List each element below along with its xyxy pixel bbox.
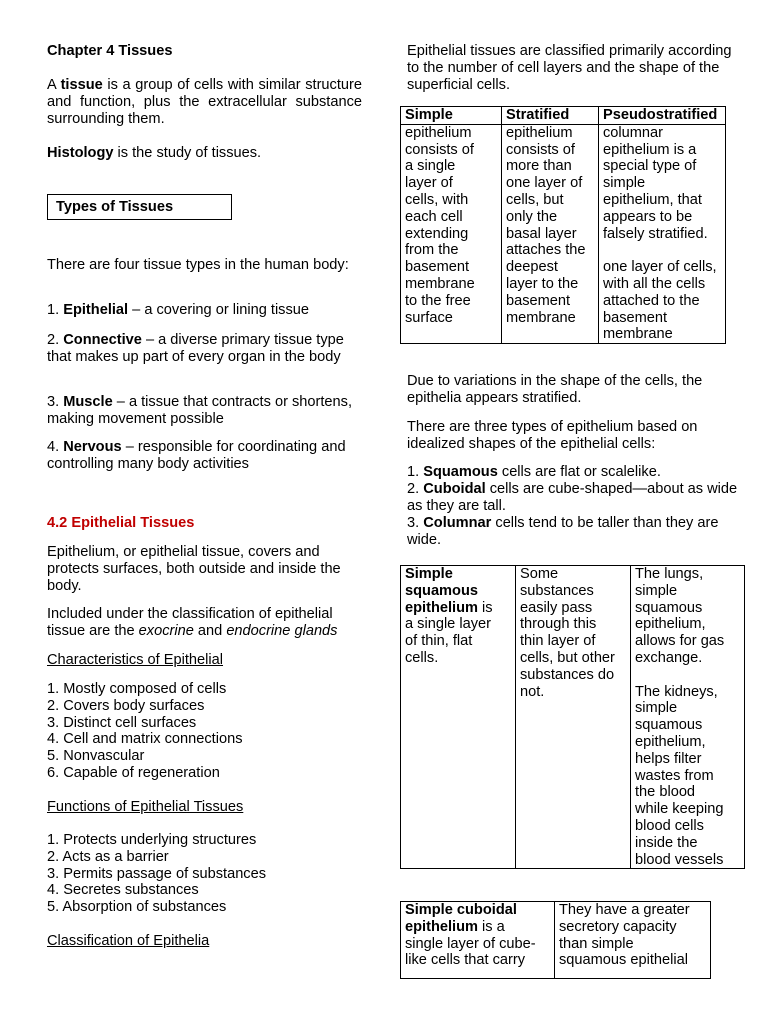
three-types-intro: There are three types of epithelium based on idealized shapes of the epithelial cells: <box>407 419 698 452</box>
list-item: 3. Distinct cell surfaces <box>47 714 197 731</box>
shape-columnar: 3. Columnar cells tend to be taller than they are wide. <box>407 515 719 548</box>
included-glands: Included under the classification of epithelial tissue are the exocrine and endocrine glands <box>47 606 338 639</box>
section-heading: 4.2 Epithelial Tissues <box>47 515 195 531</box>
types-of-tissues-box: Types of Tissues <box>47 194 232 220</box>
header-simple: Simple <box>401 107 502 125</box>
functions-list <box>47 832 362 916</box>
squamous-table <box>400 565 745 869</box>
squamous-cell-description: Simple squamous epithelium is a single layer of thin, flat cells. <box>401 566 516 869</box>
list-item: 3. Permits passage of substances <box>47 865 267 882</box>
tissue-definition: A tissue is a group of cells with similar structure and function, plus the extracellular substance surrounding them. <box>47 77 362 127</box>
cuboidal-cell-description: Simple cuboidal epithelium is a single layer of cube- like cells that carry <box>401 902 555 979</box>
variation-note: Due to variations in the shape of the cells, the epithelia appears stratified. <box>407 373 703 406</box>
table-row <box>401 124 726 343</box>
cell-stratified: epithelium consists of more than one layer of cells, but only the basal layer attaches the deepest layer to the basement membrane <box>502 124 599 343</box>
list-item: 1. Protects underlying structures <box>47 832 257 848</box>
tissue-type-2: 2. Connective – a diverse primary tissue type that makes up part of every organ in the body <box>47 332 344 365</box>
page-title: Chapter 4 Tissues <box>47 43 173 59</box>
characteristics-heading: Characteristics of Epithelial <box>47 652 224 668</box>
cuboidal-table <box>400 901 711 979</box>
header-stratified: Stratified <box>502 107 599 125</box>
list-item: 4. Secretes substances <box>47 882 199 899</box>
list-item: 4. Cell and matrix connections <box>47 731 243 748</box>
four-types-intro: There are four tissue types in the human body: <box>47 257 349 273</box>
layers-table <box>400 106 726 344</box>
characteristics-list <box>47 681 362 782</box>
histology-definition: Histology is the study of tissues. <box>47 145 262 161</box>
table-header-row <box>401 107 726 125</box>
tissue-type-1: 1. Epithelial – a covering or lining tissue <box>47 302 310 318</box>
header-pseudostratified: Pseudostratified <box>599 107 726 125</box>
cell-pseudostratified: columnar epithelium is a special type of simple epithelium, that appears to be falsely stratified. one layer of cells, with all the cells attached to the basement membrane <box>599 124 726 343</box>
tissue-type-4: 4. Nervous – responsible for coordinating and controlling many body activities <box>47 439 346 472</box>
functions-heading: Functions of Epithelial Tissues <box>47 799 244 815</box>
classification-heading: Classification of Epithelia <box>47 933 210 949</box>
cuboidal-cell-function: They have a greater secretory capacity than simple squamous epithelial <box>555 902 711 979</box>
squamous-cell-examples: The lungs, simple squamous epithelium, allows for gas exchange. The kidneys, simple squamous epithelium, helps filter wastes from the blood while keeping blood cells inside the blood vessels <box>631 566 745 869</box>
shape-cuboidal: 2. Cuboidal cells are cube-shaped—about as wide as they are tall. <box>407 481 738 514</box>
epithelium-description: Epithelium, or epithelial tissue, covers and protects surfaces, both outside and inside the body. <box>47 544 341 594</box>
table-row <box>401 902 711 979</box>
shape-squamous: 1. Squamous cells are flat or scalelike. <box>407 464 661 480</box>
cell-simple: epithelium consists of a single layer of cells, with each cell extending from the basement membrane to the free surface <box>401 124 502 343</box>
list-item: 5. Nonvascular <box>47 748 145 765</box>
list-item: 2. Covers body surfaces <box>47 697 205 714</box>
list-item: 1. Mostly composed of cells <box>47 681 227 697</box>
classification-intro: Epithelial tissues are classified primarily according to the number of cell layers and the shape of the superficial cells. <box>407 43 732 93</box>
histology-term: Histology <box>47 145 114 161</box>
tissue-type-3: 3. Muscle – a tissue that contracts or shortens, making movement possible <box>47 394 353 427</box>
tissue-term: tissue <box>60 77 103 93</box>
squamous-cell-function: Some substances easily pass through this thin layer of cells, but other substances do not. <box>516 566 631 869</box>
list-item: 6. Capable of regeneration <box>47 764 220 781</box>
list-item: 2. Acts as a barrier <box>47 848 169 865</box>
list-item: 5. Absorption of substances <box>47 899 227 916</box>
table-row <box>401 566 745 869</box>
